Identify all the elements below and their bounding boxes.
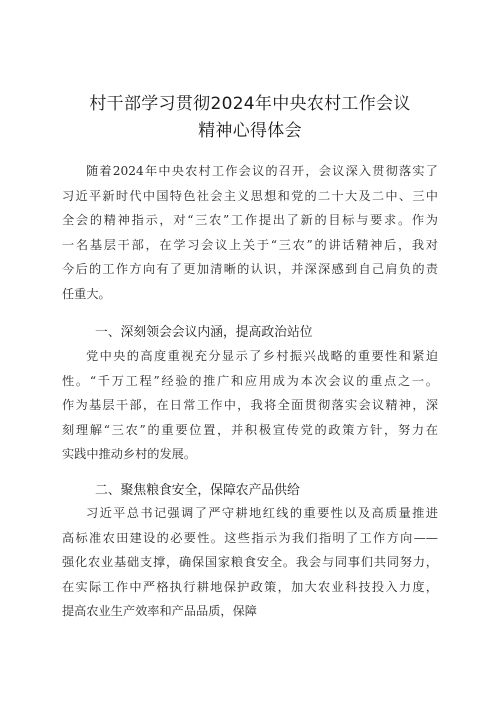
- intro-paragraph: [62, 159, 438, 307]
- section-1-heading: 一、深刻领会会议内涵，提高政治站位: [95, 325, 313, 340]
- paragraph-line: 随着2024年中央农村工作会议的召开，会议深入贯彻落实了: [86, 164, 438, 178]
- paragraph-line: 实践中推动乡村的发展。: [62, 447, 197, 462]
- section-2-paragraph: [62, 501, 438, 624]
- paragraph-line: 习近平新时代中国特色社会主义思想和党的二十大及二中、三中: [62, 188, 438, 203]
- paragraph-line: 提高农业生产效率和产品品质，保障: [62, 604, 257, 619]
- paragraph-line: 党中央的高度重视充分显示了乡村振兴战略的重要性和紧迫: [86, 349, 438, 363]
- paragraph-line: 今后的工作方向有了更加清晰的认识，并深深感到自己肩负的责: [62, 262, 438, 277]
- section-1-paragraph: [62, 344, 438, 467]
- paragraph-line: 性。“千万工程”经验的推广和应用成为本次会议的重点之一。: [62, 373, 438, 388]
- section-2-heading: 二、聚焦粮食安全，保障农产品供给: [95, 483, 300, 498]
- paragraph-line: 任重大。: [62, 286, 111, 301]
- paragraph-line: 一名基层干部，在学习会议上关于“三农”的讲话精神后，我对: [62, 237, 438, 252]
- document-title-line-1: 村干部学习贯彻2024年中央农村工作会议: [89, 94, 411, 114]
- paragraph-line: 在实际工作中严格执行耕地保护政策，加大农业科技投入力度，: [62, 579, 438, 594]
- paragraph-line: 刻理解“三农”的重要位置，并积极宣传党的政策方针，努力在: [62, 422, 438, 437]
- paragraph-line: 作为基层干部，在日常工作中，我将全面贯彻落实会议精神，深: [62, 398, 438, 413]
- paragraph-line: 强化农业基础支撑，确保国家粮食安全。我会与同事们共同努力，: [62, 555, 438, 570]
- paragraph-line: 习近平总书记强调了严守耕地红线的重要性以及高质量推进: [86, 506, 438, 520]
- paragraph-line: 高标准农田建设的必要性。这些指示为我们指明了工作方向——: [62, 530, 438, 545]
- document-title-line-2: 精神心得体会: [198, 121, 302, 141]
- paragraph-line: 全会的精神指示，对“三农”工作提出了新的目标与要求。作为: [62, 213, 438, 228]
